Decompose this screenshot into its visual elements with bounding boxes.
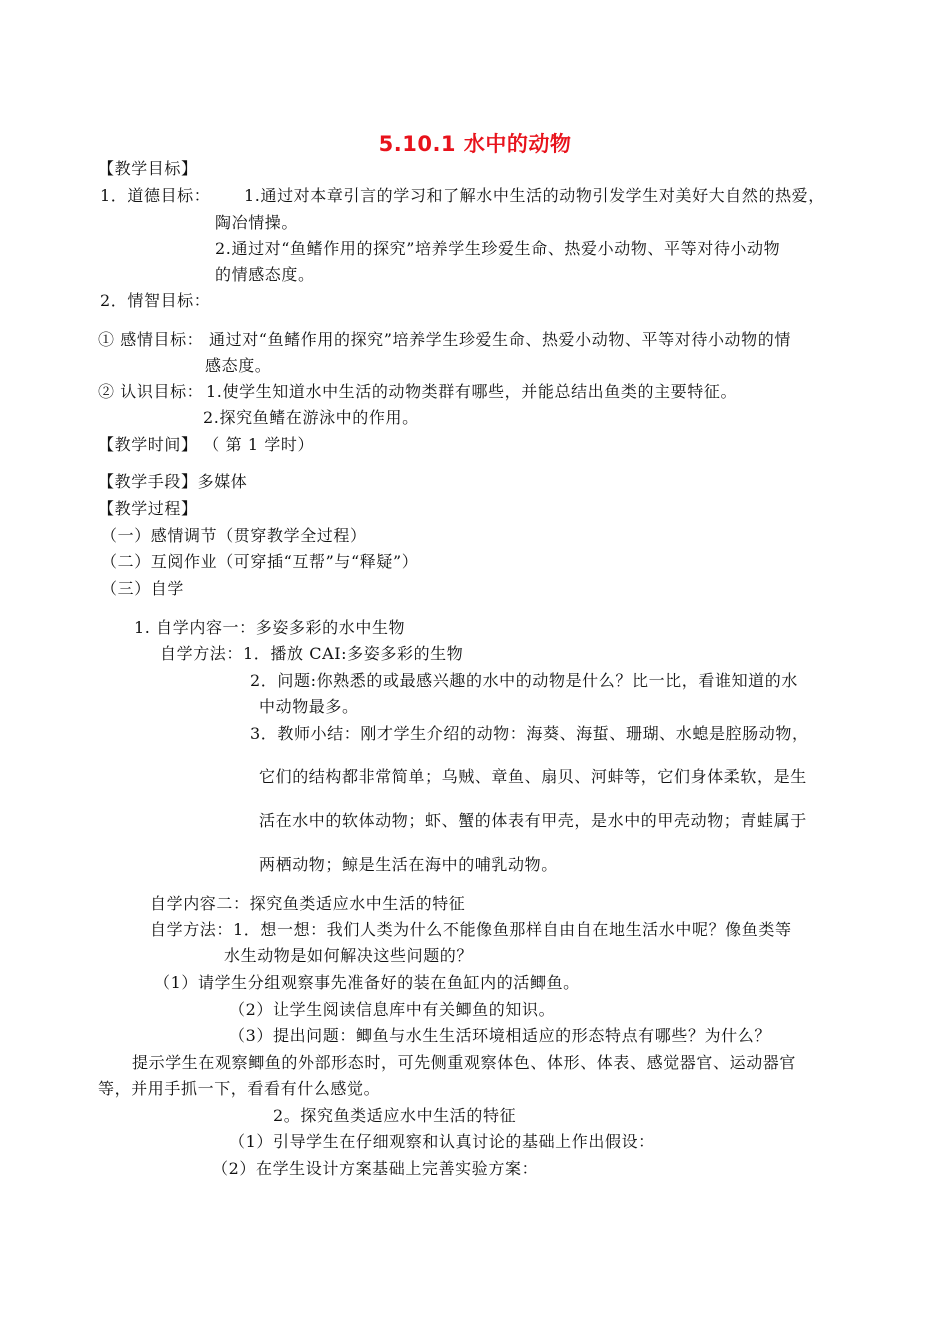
goal1-item2-line1: 2.通过对“鱼鳍作用的探究”培养学生珍爱生命、热爱小动物、平等对待小动物	[215, 239, 781, 258]
self-study-method-2-line2: 水生动物是如何解决这些问题的？	[224, 946, 474, 965]
cognition-goal-item2: 2.探究鱼鳍在游泳中的作用。	[203, 408, 419, 427]
emotion-goal-line2: 感态度。	[205, 356, 272, 375]
process-step-3: （三）自学	[101, 579, 185, 598]
goal2-heading: 2．情智目标：	[100, 291, 211, 310]
goal1-prefix: 1．道德目标：	[100, 186, 211, 205]
goal1-item2-line2: 的情感态度。	[215, 265, 315, 284]
hint-line2: 等，并用手抓一下，看看有什么感觉。	[98, 1079, 381, 1098]
observe-step-3: （3）提出问题：鲫鱼与水生生活环境相适应的形态特点有哪些？为什么？	[229, 1026, 771, 1045]
goal1-item1-line1: 1.通过对本章引言的学习和了解水中生活的动物引发学生对美好大自然的热爱，	[244, 186, 825, 205]
teacher-summary-line4: 两栖动物；鲸是生活在海中的哺乳动物。	[259, 855, 558, 874]
self-study-method-1-2-line1: 2．问题:你熟悉的或最感兴趣的水中的动物是什么？比一比，看谁知道的水	[250, 671, 798, 690]
emotion-goal-line1: 通过对“鱼鳍作用的探究”培养学生珍爱生命、热爱小动物、平等对待小动物的情	[209, 330, 791, 349]
teaching-time: 【教学时间】 （ 第 1 学时）	[98, 435, 315, 454]
teacher-summary-line2: 它们的结构都非常简单；乌贼、章鱼、扇贝、河蚌等，它们身体柔软，是生	[259, 767, 807, 786]
guide-step-2: （2）在学生设计方案基础上完善实验方案：	[212, 1159, 539, 1178]
section-2-heading: 2。探究鱼类适应水中生活的特征	[273, 1106, 517, 1125]
teacher-summary-line3: 活在水中的软体动物；虾、蟹的体表有甲壳，是水中的甲壳动物；青蛙属于	[259, 811, 807, 830]
cognition-goal-item1: 1.使学生知道水中生活的动物类群有哪些，并能总结出鱼类的主要特征。	[206, 382, 738, 401]
guide-step-1: （1）引导学生在仔细观察和认真讨论的基础上作出假设：	[229, 1132, 655, 1151]
self-study-content-1: 1. 自学内容一：多姿多彩的水中生物	[134, 618, 406, 637]
self-study-content-2: 自学内容二：探究鱼类适应水中生活的特征	[150, 894, 466, 913]
process-step-2: （二）互阅作业（可穿插“互帮”与“释疑”）	[101, 552, 419, 571]
emotion-goal-prefix: ① 感情目标：	[98, 330, 204, 349]
self-study-method-2-line1: 自学方法：1．想一想：我们人类为什么不能像鱼那样自由自在地生活水中呢？像鱼类等	[150, 920, 792, 939]
teacher-summary-line1: 3．教师小结：刚才学生介绍的动物：海葵、海蜇、珊瑚、水螅是腔肠动物，	[250, 724, 809, 743]
observe-step-2: （2）让学生阅读信息库中有关鲫鱼的知识。	[229, 1000, 556, 1019]
heading-teaching-goals: 【教学目标】	[98, 159, 198, 178]
process-step-1: （一）感情调节（贯穿教学全过程）	[101, 526, 367, 545]
teaching-means: 【教学手段】多媒体	[98, 472, 248, 491]
self-study-method-1-1: 自学方法：1．播放 CAI:多姿多彩的生物	[160, 644, 464, 663]
observe-step-1: （1）请学生分组观察事先准备好的装在鱼缸内的活鲫鱼。	[154, 973, 580, 992]
document-title: 5.10.1 水中的动物	[378, 132, 572, 156]
goal1-item1-line2: 陶冶情操。	[215, 213, 299, 232]
hint-line1: 提示学生在观察鲫鱼的外部形态时，可先侧重观察体色、体形、体表、感觉器官、运动器官	[132, 1053, 797, 1072]
cognition-goal-prefix: ② 认识目标：	[98, 382, 204, 401]
heading-teaching-process: 【教学过程】	[98, 499, 198, 518]
self-study-method-1-2-line2: 中动物最多。	[259, 697, 359, 716]
